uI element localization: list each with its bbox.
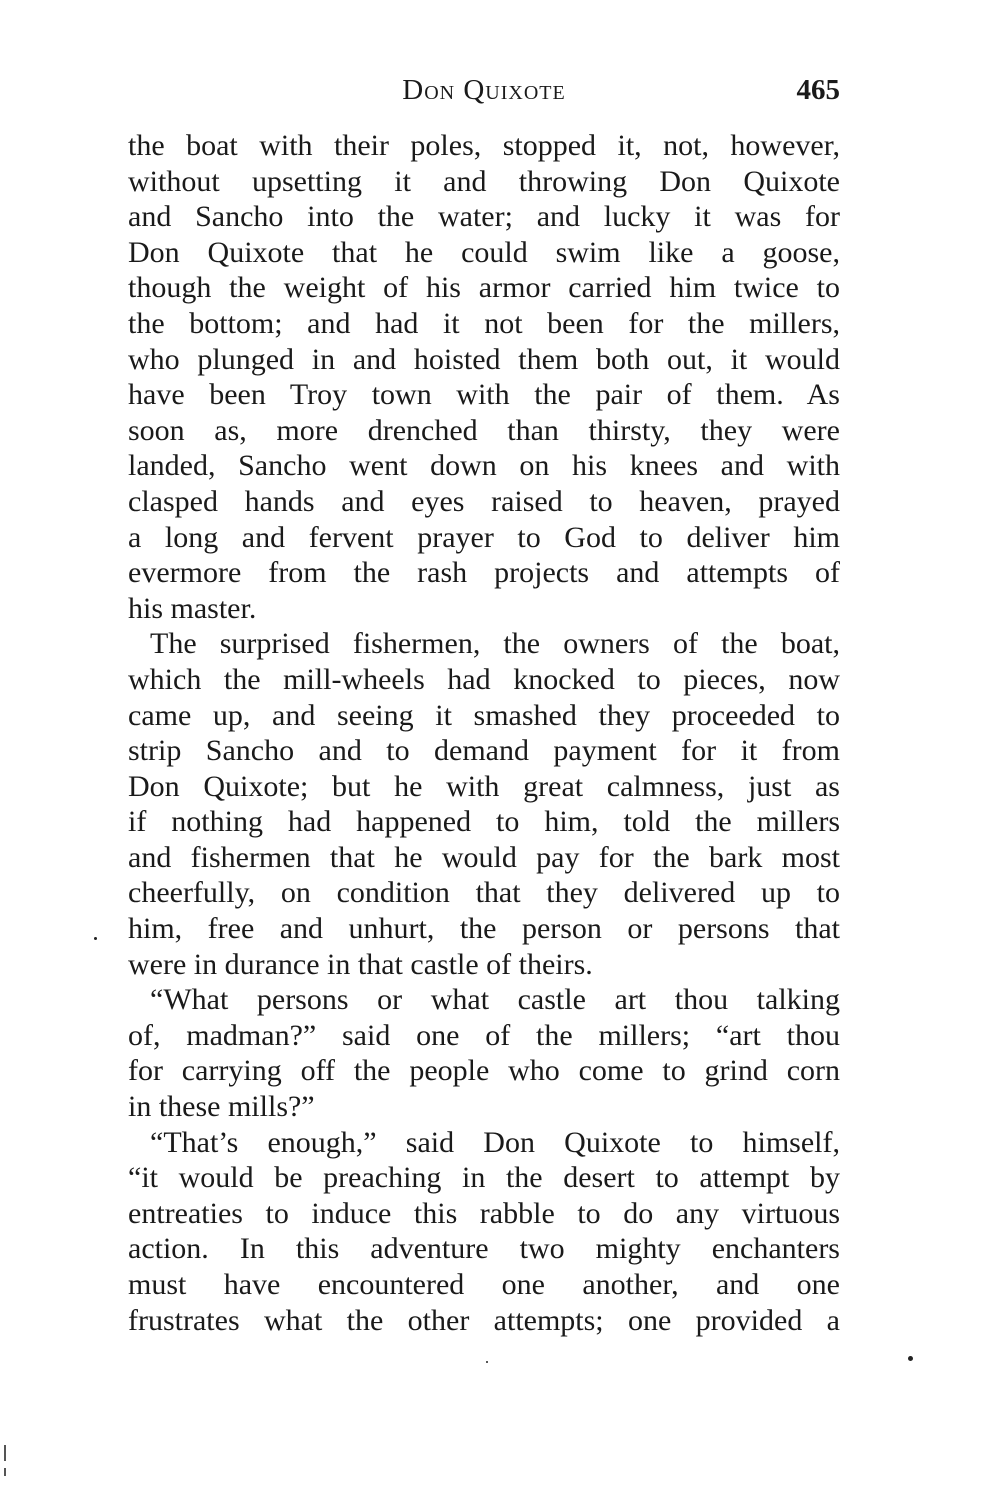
text-line: of, madman?” said one of the millers; “art thou (128, 1018, 840, 1052)
scan-margin-mark (4, 1445, 6, 1461)
text-line: The surprised fishermen, the owners of the boat, (150, 627, 840, 661)
text-line: “What persons or what castle art thou talking (150, 983, 840, 1017)
text-line: the bottom; and had it not been for the millers, (128, 306, 840, 340)
text-line: without upsetting it and throwing Don Quixote (128, 164, 840, 198)
text-line: were in durance in that castle of theirs. (128, 947, 593, 981)
text-line: clasped hands and eyes raised to heaven, prayed (128, 484, 840, 518)
text-line: came up, and seeing it smashed they proceeded to (128, 698, 840, 732)
text-line: entreaties to induce this rabble to do any virtuous (128, 1196, 840, 1230)
text-line: the boat with their poles, stopped it, not, however, (128, 129, 840, 162)
text-line: a long and fervent prayer to God to deliver him (128, 520, 840, 554)
text-line: who plunged in and hoisted them both out, it would (128, 342, 840, 376)
text-line: “That’s enough,” said Don Quixote to himself, (150, 1125, 840, 1159)
text-line: him, free and unhurt, the person or persons that (128, 912, 840, 946)
running-head (128, 74, 840, 114)
text-line: if nothing had happened to him, told the millers (128, 805, 840, 839)
running-title: Don Quixote (402, 74, 566, 106)
scan-speck (908, 1356, 913, 1361)
scan-margin-mark (4, 1468, 6, 1476)
scan-speck (486, 1361, 488, 1363)
text-line: his master. (128, 591, 257, 625)
text-line: frustrates what the other attempts; one provided a (128, 1303, 840, 1337)
text-line: and Sancho into the water; and lucky it was for (128, 200, 840, 234)
text-line: in these mills?” (128, 1090, 315, 1124)
text-line: landed, Sancho went down on his knees and with (128, 449, 840, 483)
text-line: evermore from the rash projects and attempts of (128, 556, 840, 590)
text-line: which the mill-wheels had knocked to pieces, now (128, 662, 840, 696)
text-line: soon as, more drenched than thirsty, they were (128, 413, 840, 447)
page-number: 465 (796, 74, 840, 106)
text-line: Don Quixote; but he with great calmness, just as (128, 769, 840, 803)
text-line: must have encountered one another, and one (128, 1268, 840, 1301)
text-line: for carrying off the people who come to grind corn (128, 1054, 840, 1088)
text-line: strip Sancho and to demand payment for it from (128, 734, 840, 768)
text-line: though the weight of his armor carried him twice to (128, 271, 840, 305)
scan-speck (94, 937, 97, 940)
text-line: and fishermen that he would pay for the bark most (128, 840, 840, 874)
text-line: have been Troy town with the pair of them. As (128, 378, 840, 412)
text-line: cheerfully, on condition that they delivered up to (128, 876, 840, 910)
text-line: action. In this adventure two mighty enchanters (128, 1232, 840, 1266)
body-text (128, 128, 840, 1338)
text-line: “it would be preaching in the desert to attempt by (128, 1161, 840, 1195)
text-line: Don Quixote that he could swim like a goose, (128, 235, 840, 269)
